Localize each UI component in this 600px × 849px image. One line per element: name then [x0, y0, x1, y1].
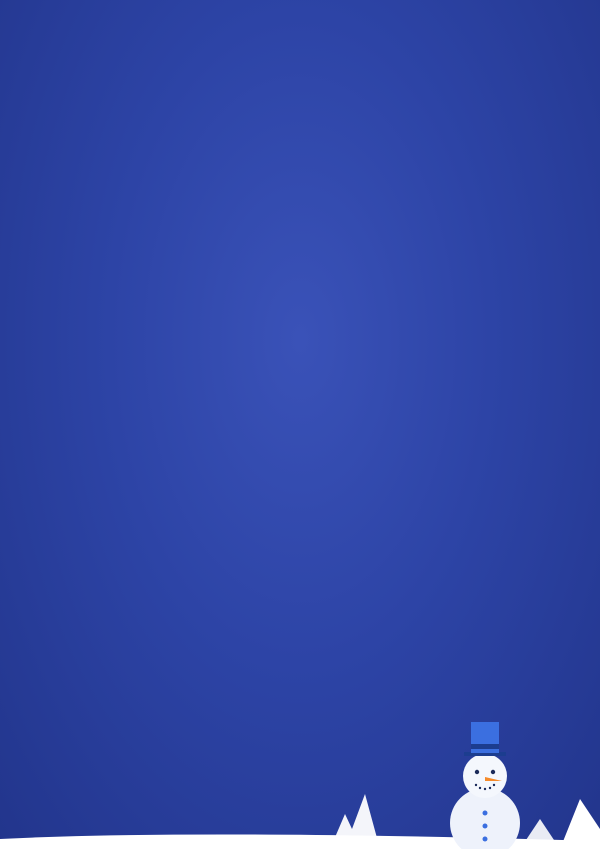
snowman-illustration [440, 718, 530, 849]
